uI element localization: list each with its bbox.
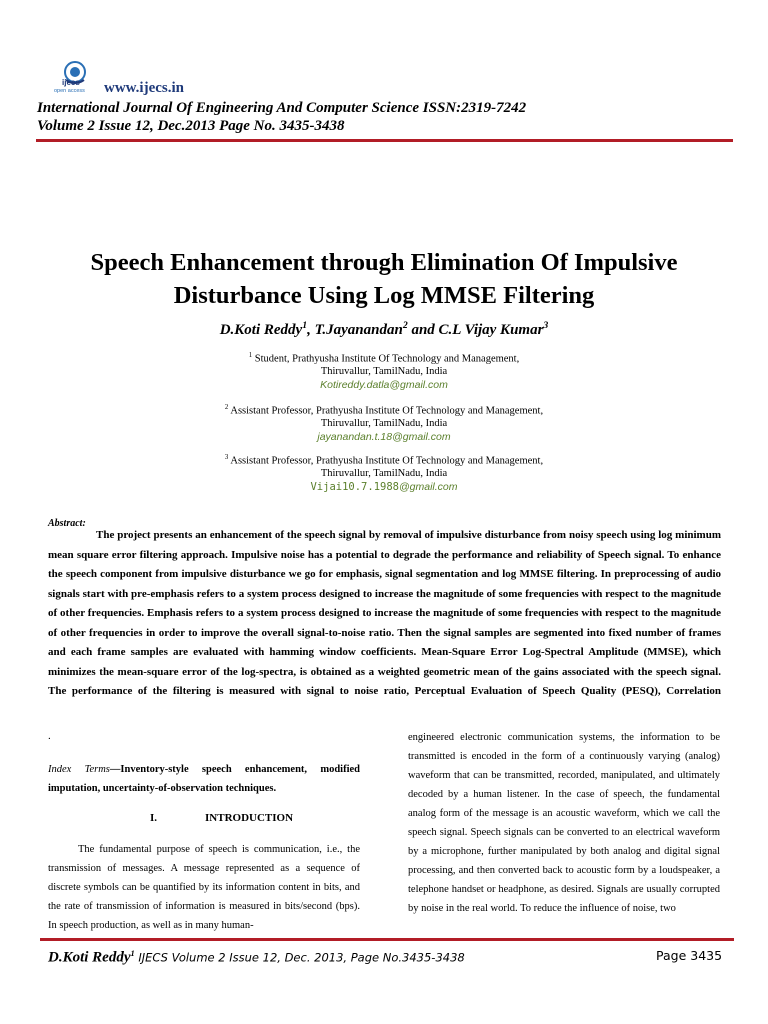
section-title: INTRODUCTION bbox=[205, 812, 294, 824]
affiliation-2-email[interactable]: jayanandan.t.18@gmail.com bbox=[317, 430, 451, 443]
affiliation-2-line-1: Assistant Professor, Prathyusha Institute Of Technology and Management, bbox=[228, 405, 544, 417]
logo-text: ijecs bbox=[62, 78, 80, 87]
journal-name: International Journal Of Engineering And Computer Science ISSN:2319-7242 bbox=[37, 100, 527, 116]
affiliation-3-sup: 3 bbox=[224, 454, 229, 461]
author-list bbox=[0, 320, 768, 339]
affiliation-3 bbox=[0, 452, 768, 494]
footer-author: D.Koti Reddy bbox=[48, 949, 131, 966]
footer-citation bbox=[48, 948, 465, 966]
index-terms-text: —Inventory-style speech enhancement, modified imputation, uncertainty-of-observation techniques. bbox=[48, 764, 360, 794]
affiliation-1-email[interactable]: Kotireddy.datla@gmail.com bbox=[320, 378, 448, 391]
footer-journal-info: IJECS Volume 2 Issue 12, Dec. 2013, Page No.3435-3438 bbox=[134, 950, 465, 965]
author-sep-2: and bbox=[407, 322, 439, 338]
affiliation-3-email-domain[interactable]: @gmail.com bbox=[399, 480, 458, 493]
intro-left-column: The fundamental purpose of speech is communication, i.e., the transmission of messages. A message represented as a sequence of discrete symbols can be quantified by its information content in bits, and the rate of transmission of information is measured in bits/second (bps). In speech production, as well as in many human- bbox=[48, 844, 360, 931]
affiliation-3-line-2: Thiruvallur, TamilNadu, India bbox=[320, 468, 448, 479]
abstract-text: The project presents an enhancement of the speech signal by removal of impulsive disturbance from noisy speech using log minimum mean square error filtering approach. Impulsive noise has a potential to degrade the performance and reliability of Speech signal. To enhance the speech component from impulsive disturbance we go for emphasis, signal segmentation and log MMSE filtering. In preprocessing of audio signals start with pre-emphasis refers to a system process designed to increase the magnitude of some frequencies with respect to the magnitude of other frequencies. Emphasis refers to a system process designed to increase the magnitude of some frequencies with respect to the magnitude of other frequencies in order to improve the overall signal-to-noise ratio. Then the signal samples are segmented into fixed number of frames and each frame samples are evaluated with hamming window coefficients. Mean-Square Error Log-Spectral Amplitude (MMSE), which minimizes the mean-square error of the log-spectra, is obtained as a weighted geometric mean of the gains associated with the speech signal. The performance of the filtering is measured with signal to noise ratio, Perceptual Evaluation of Speech Quality (PESQ), Correlation bbox=[48, 529, 721, 697]
index-terms-label: Index Terms bbox=[48, 764, 110, 775]
intro-right-column: engineered electronic communication systems, the information to be transmitted is encoded in the form of a continuously varying (analog) waveform that can be transmitted, recorded, manipulated, and ultimately decoded by a human listener. In the case of speech, the fundamental analog form of the message is an acoustic waveform, which we call the speech signal. Speech signals can be converted to an electrical waveform by a microphone, further manipulated by both analog and digital signal processing, and then converted back to acoustic form by a loudspeaker, a telephone handset or headphone, as desired. Signals are usually corrupted by noise in the real world. To reduce the influence of noise, two bbox=[408, 732, 720, 914]
logo-subtext: open access bbox=[54, 88, 85, 94]
journal-volume: Volume 2 Issue 12, Dec.2013 Page No. 3435-3438 bbox=[37, 118, 345, 134]
affiliation-1 bbox=[0, 350, 768, 392]
section-heading bbox=[150, 812, 293, 824]
affiliation-1-line-1: Student, Prathyusha Institute Of Technology and Management, bbox=[252, 353, 520, 365]
author-3-sup: 3 bbox=[543, 320, 549, 331]
affiliation-3-line-1: Assistant Professor, Prathyusha Institute Of Technology and Management, bbox=[228, 455, 544, 467]
abstract-label: Abstract: bbox=[48, 518, 86, 529]
paper-title-line-1: Speech Enhancement through Elimination Of Impulsive bbox=[90, 249, 678, 276]
index-terms bbox=[48, 760, 360, 798]
affiliation-1-sup: 1 bbox=[248, 352, 253, 359]
footer-rule bbox=[40, 938, 734, 941]
paper-title-line-2: Disturbance Using Log MMSE Filtering bbox=[173, 282, 595, 309]
author-3: C.L Vijay Kumar bbox=[438, 322, 544, 338]
affiliation-3-email-user[interactable]: Vijai10.7.1988 bbox=[310, 480, 399, 493]
journal-logo bbox=[54, 58, 90, 96]
footer-author-sup: 1 bbox=[130, 948, 135, 958]
journal-url[interactable]: www.ijecs.in bbox=[104, 80, 184, 96]
affiliation-2 bbox=[0, 402, 768, 444]
affiliation-3-email[interactable] bbox=[0, 481, 768, 495]
affiliation-2-sup: 2 bbox=[224, 404, 229, 411]
author-1: D.Koti Reddy bbox=[219, 322, 303, 338]
affiliation-2-line-2: Thiruvallur, TamilNadu, India bbox=[320, 418, 448, 429]
affiliation-1-line-2: Thiruvallur, TamilNadu, India bbox=[320, 366, 448, 377]
author-2: T.Jayanandan bbox=[314, 322, 403, 338]
author-1-sup: 1 bbox=[302, 320, 308, 331]
section-number: I. bbox=[150, 812, 158, 824]
author-2-sup: 2 bbox=[402, 320, 408, 331]
stray-dot: . bbox=[48, 730, 51, 742]
header-rule bbox=[36, 139, 733, 142]
author-sep-1: , bbox=[307, 322, 315, 338]
page-number: Page 3435 bbox=[656, 948, 723, 963]
